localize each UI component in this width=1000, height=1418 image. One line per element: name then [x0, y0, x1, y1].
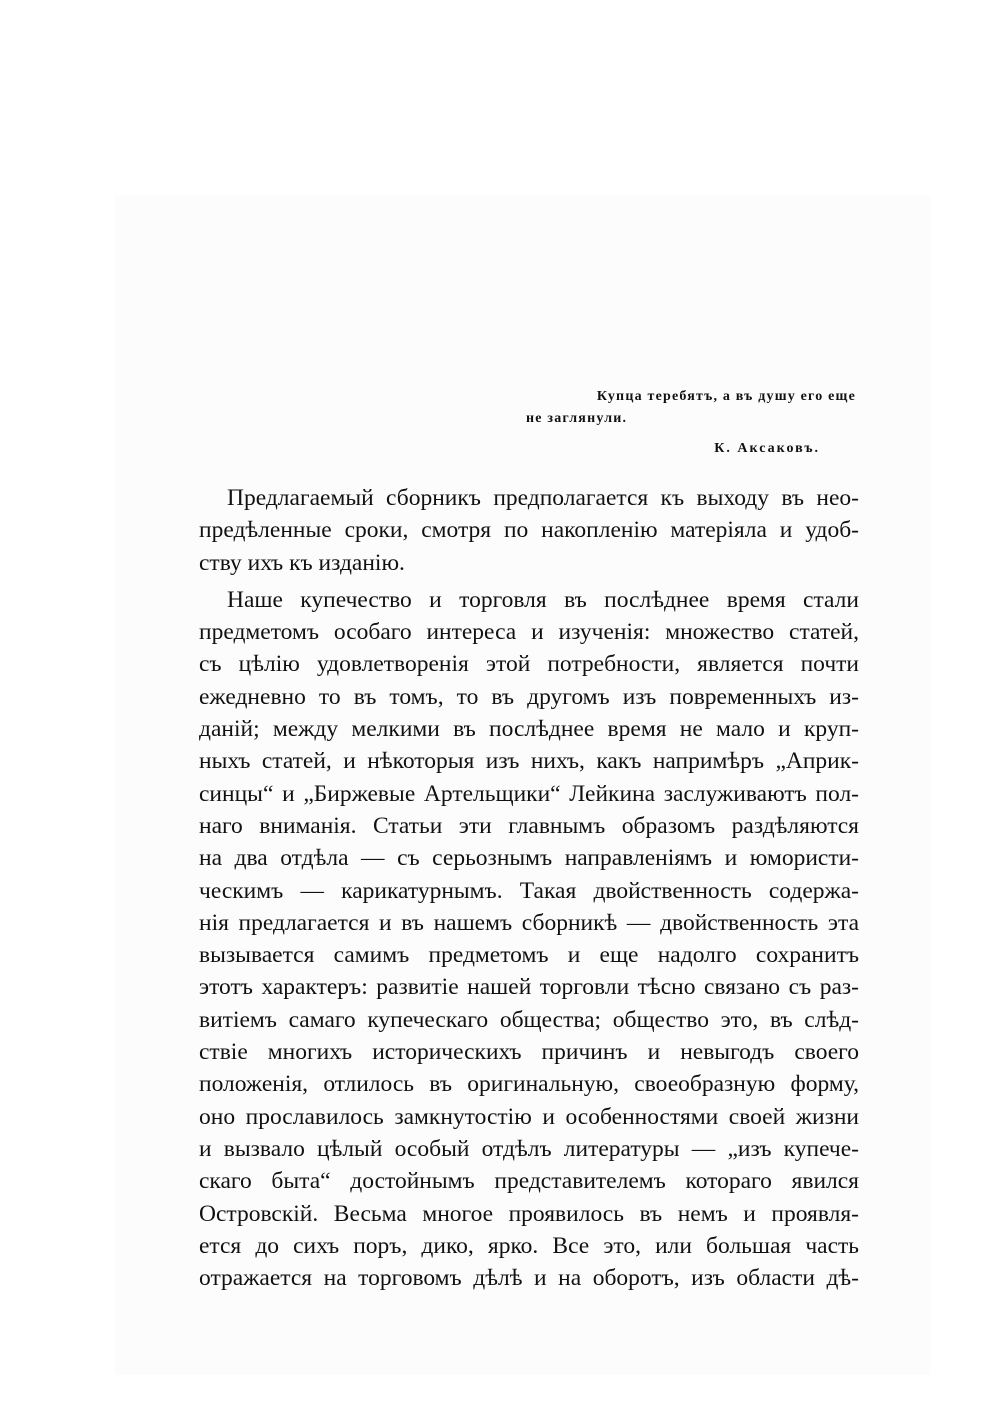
text-line: оно прославилось замкнутостію и особенностями своей жизни [199, 1103, 859, 1130]
paragraph [199, 482, 859, 579]
text-line: ческимъ — карикатурнымъ. Такая двойственность содержа- [199, 877, 859, 904]
text-line: нія предлагается и въ нашемъ сборникѣ — двойственность эта [199, 909, 859, 936]
text-line: предметомъ особаго интереса и изученія: множество статей, [199, 619, 859, 646]
text-line: предѣленные сроки, смотря по накопленію матеріяла и удоб- [199, 517, 859, 544]
text-line: скаго быта“ достойнымъ представителемъ котораго явился [199, 1168, 859, 1195]
text-line: ежедневно то въ томъ, то въ другомъ изъ повременныхъ из- [199, 683, 859, 710]
text-line: отражается на торговомъ дѣлѣ и на оборотъ, изъ области дѣ- [199, 1265, 859, 1292]
text-line: ныхъ статей, и нѣкоторыя изъ нихъ, какъ напримѣръ „Априк- [199, 748, 859, 775]
text-line: Наше купечество и торговля въ послѣднее время стали [227, 586, 859, 613]
text-line: ству ихъ къ изданію. [199, 549, 405, 576]
text-line: даній; между мелкими въ послѣднее время не мало и круп- [199, 716, 859, 743]
text-line: на два отдѣла — съ серьознымъ направленіямъ и юмористи- [199, 845, 859, 872]
text-line: положенія, отлилось въ оригинальную, своеобразную форму, [199, 1071, 859, 1098]
text-line: вызывается самимъ предметомъ и еще надолго сохранитъ [199, 942, 859, 969]
text-line: съ цѣлію удовлетворенія этой потребности, является почти [199, 651, 859, 678]
paragraph [199, 584, 859, 1295]
epigraph-line: Купца теребятъ, а въ душу его еще [596, 389, 856, 404]
epigraph-author: К. Аксаковъ. [714, 441, 820, 456]
text-line: и вызвало цѣлый особый отдѣлъ литературы — „изъ купече- [199, 1135, 859, 1162]
text-line: ствіе многихъ историческихъ причинъ и невыгодъ своего [199, 1039, 859, 1066]
text-line: ется до сихъ поръ, дико, ярко. Все это, или большая часть [199, 1232, 859, 1259]
text-line: наго вниманія. Статьи эти главнымъ образомъ раздѣляются [199, 812, 859, 839]
epigraph-line: не заглянули. [526, 411, 628, 426]
text-line: витіемъ самаго купеческаго общества; общество это, въ слѣд- [199, 1006, 859, 1033]
epigraph [526, 386, 866, 460]
text-line: Предлагаемый сборникъ предполагается къ выходу въ нео- [227, 485, 859, 511]
body-text [199, 482, 859, 1294]
text-line: синцы“ и „Биржевые Артельщики“ Лейкина заслуживаютъ пол- [199, 780, 859, 807]
text-line: этотъ характеръ: развитіе нашей торговли тѣсно связано съ раз- [199, 974, 859, 1001]
text-line: Островскій. Весьма многое проявилось въ немъ и проявля- [199, 1200, 859, 1227]
